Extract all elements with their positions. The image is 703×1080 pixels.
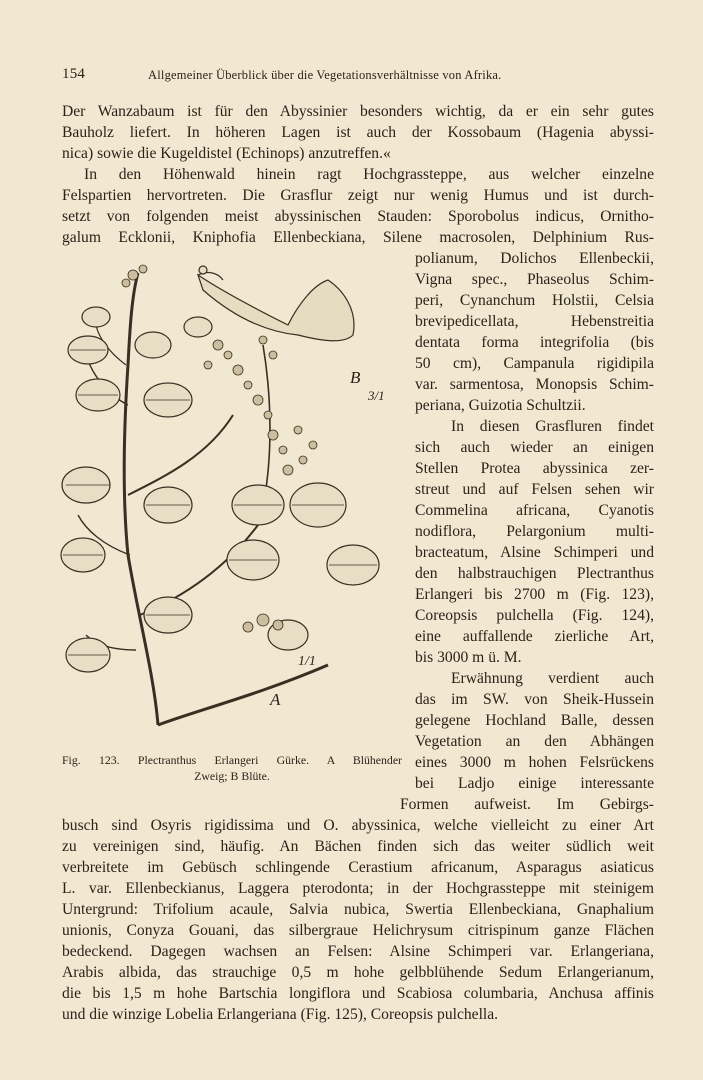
text-line: L. var. Ellenbeckianus, Laggera pterodonta; in der Hochgrassteppe mit steinigem <box>62 880 654 897</box>
text-line: Commelina africana, Cyanotis <box>415 502 654 519</box>
text-line: Formen aufweist. Im Gebirgs- <box>400 796 654 813</box>
text-line: sich auch wieder an einigen <box>415 439 654 456</box>
running-title: Allgemeiner Überblick über die Vegetationsverhältnisse von Afrika. <box>148 68 502 82</box>
text-line: bis 3000 m ü. M. <box>415 649 522 666</box>
text-line: galum Ecklonii, Kniphofia Ellenbeckiana, Silene macrosolen, Delphinium Rus- <box>62 229 654 246</box>
text-line: und die winzige Lobelia Erlangeriana (Fig. 125), Coreopsis pulchella. <box>62 1006 499 1023</box>
text-line: eine auffallende zierliche Art, <box>415 628 654 645</box>
text-line: var. sarmentosa, Monopsis Schim- <box>415 376 654 393</box>
text-line: Vigna spec., Phaseolus Schim- <box>415 271 654 288</box>
text-line: nodiflora, Pelargonium multi- <box>415 523 654 540</box>
text-line: gelegene Hochland Balle, dessen <box>415 712 654 729</box>
text-line: bei Ladjo einige interessante <box>415 775 654 792</box>
text-line: peri, Cynanchum Holstii, Celsia <box>415 292 654 309</box>
text-line: In diesen Grasfluren findet <box>451 418 654 435</box>
page-number: 154 <box>62 66 86 82</box>
text-line: Stellen Protea abyssinica zer- <box>415 460 654 477</box>
text-line: Coreopsis pulchella (Fig. 124), <box>415 607 654 624</box>
text-line: Arabis albida, das strauchige 0,5 m hohe gelbblühende Sedum Erlangerianum, <box>62 964 654 981</box>
text-line: busch sind Osyris rigidissima und O. abyssinica, welche vielleicht zu einer Art <box>62 817 654 834</box>
text-line: die bis 1,5 m hohe Bartschia longiflora und Scabiosa columbaria, Anchusa affinis <box>62 985 654 1002</box>
text-line: In den Höhenwald hinein ragt Hochgrassteppe, aus welcher einzelne <box>84 166 654 183</box>
text-line: verbreitete im Gebüsch schlingende Cerastium africanum, Asparagus asiaticus <box>62 859 654 876</box>
text-line: periana, Guizotia Schultzii. <box>415 397 586 414</box>
text-line: Untergrund: Trifolium acaule, Salvia nubica, Swertia Ellenbeckiana, Gnaphalium <box>62 901 654 918</box>
text-line: Bauholz liefert. In höheren Lagen ist auch der Kossobaum (Hagenia abyssi- <box>62 124 654 141</box>
text-line: zu vereinigen sind, häufig. An Bächen finden sich das weiter südlich weit <box>62 838 654 855</box>
text-line: setzt von folgenden meist abyssinischen Stauden: Sporobolus indicus, Ornitho- <box>62 208 654 225</box>
text-line: polianum, Dolichos Ellenbeckii, <box>415 250 654 267</box>
text-line: Der Wanzabaum ist für den Abyssinier besonders wichtig, da er ein sehr gutes <box>62 103 654 120</box>
page-header <box>62 66 662 86</box>
scale-a: 1/1 <box>298 654 316 669</box>
text-line: Felspartien hervortreten. Die Grasflur zeigt nur wenig Humus und ist durch- <box>62 187 654 204</box>
figure-caption <box>62 752 402 784</box>
text-line: den halbstrauchigen Plectranthus <box>415 565 654 582</box>
text-line: unionis, Conyza Gouani, das silbergraue Helichrysum citrispinum ganze Flächen <box>62 922 654 939</box>
text-line: nica) sowie die Kugeldistel (Echinops) anzutreffen.« <box>62 145 391 162</box>
text-line: Erwähnung verdient auch <box>451 670 654 687</box>
text-line: 50 cm), Campanula rigidipila <box>415 355 654 372</box>
text-line: bedeckend. Dagegen wachsen an Felsen: Alsine Schimperi var. Erlangeriana, <box>62 943 654 960</box>
label-b: B <box>350 368 361 387</box>
text-line: Vegetation an den Abhängen <box>415 733 654 750</box>
text-line: das im SW. von Sheik-Hussein <box>415 691 654 708</box>
caption-line: Fig. 123. Plectranthus Erlangeri Gürke. A Blühender <box>62 753 402 767</box>
text-line: dentata forma integrifolia (bis <box>415 334 654 351</box>
text-line: eines 3000 m hohen Felsrückens <box>415 754 654 771</box>
text-line: Erlangeri bis 2700 m (Fig. 123), <box>415 586 654 603</box>
text-line: streut und auf Felsen sehen wir <box>415 481 654 498</box>
label-a: A <box>270 690 281 709</box>
scale-b: 3/1 <box>368 388 385 403</box>
plant-illustration <box>58 255 408 755</box>
caption-line: Zweig; B Blüte. <box>194 769 270 783</box>
text-line: bracteatum, Alsine Schimperi und <box>415 544 654 561</box>
text-line: brevipedicellata, Hebenstreitia <box>415 313 654 330</box>
